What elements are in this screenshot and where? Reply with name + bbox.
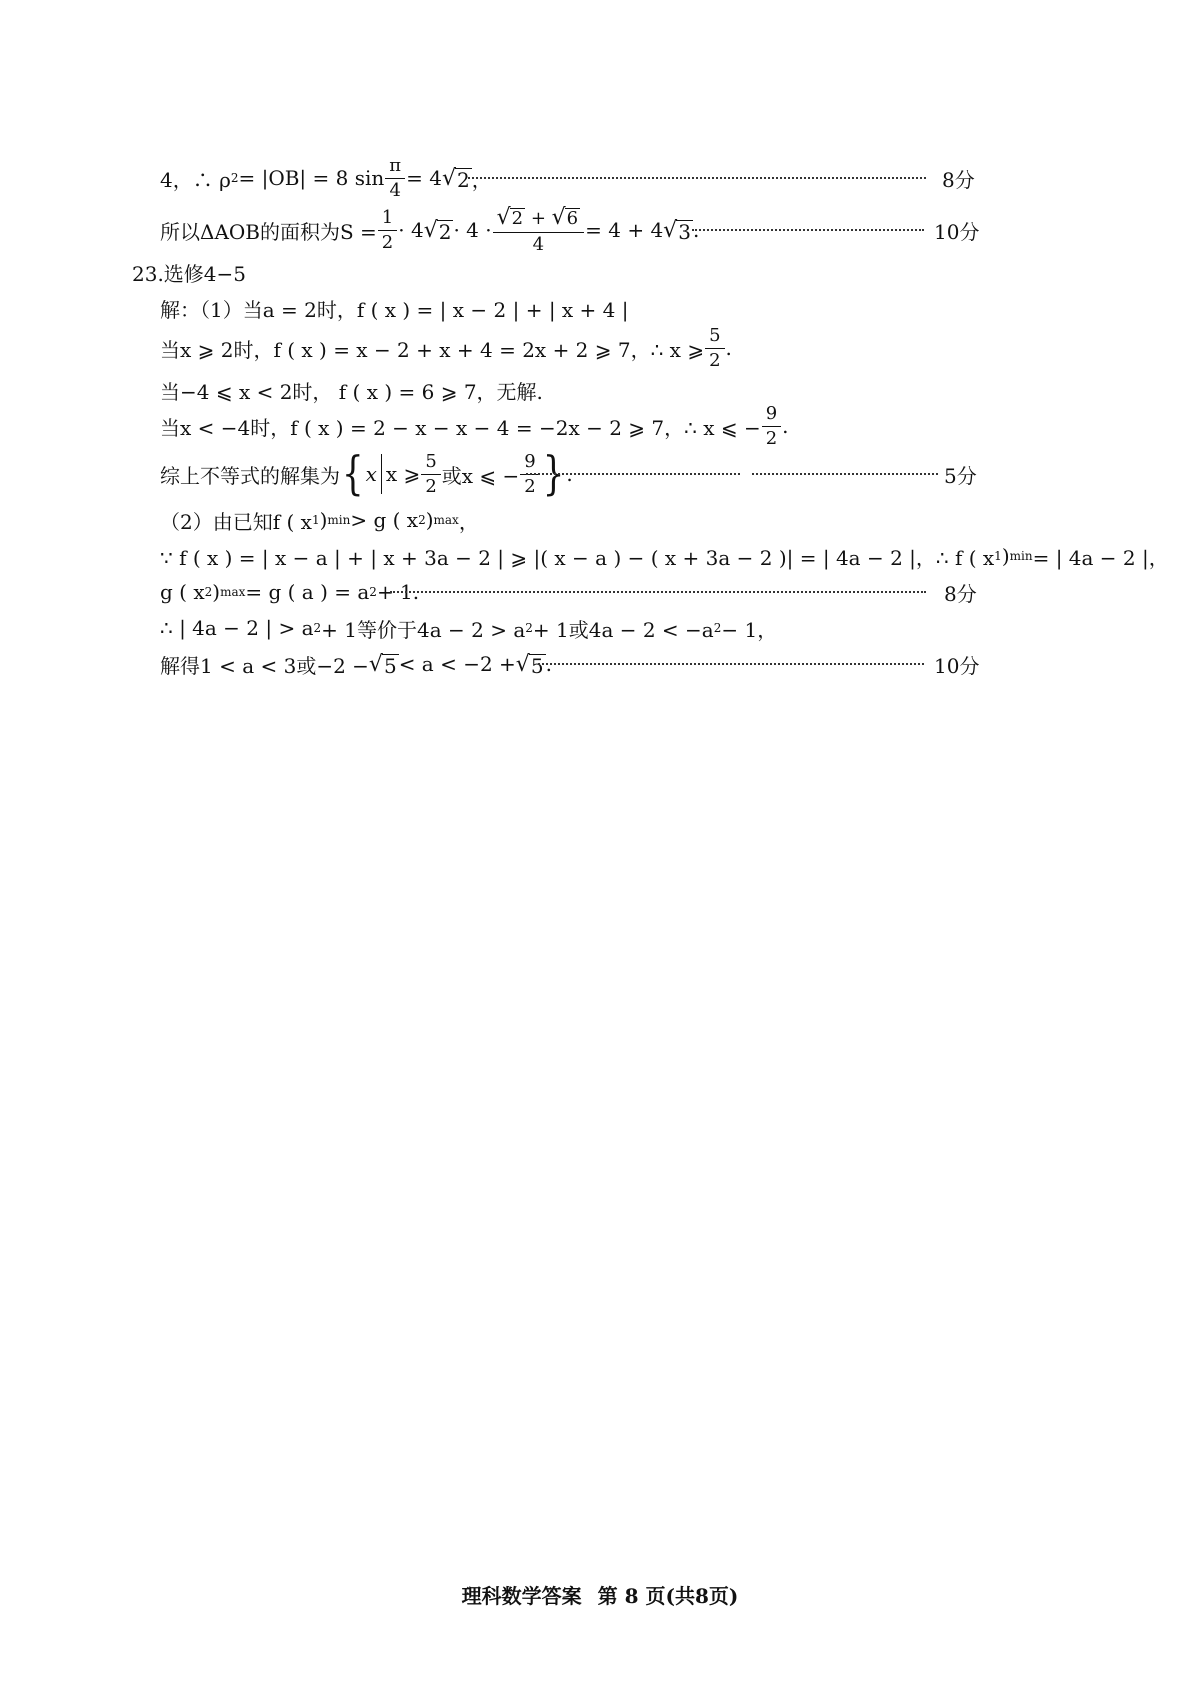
- line-text: 所以ΔAOB的面积为S =: [160, 219, 377, 244]
- line-text: x: [365, 462, 377, 486]
- line-text: 4，∴ ρ: [160, 167, 231, 192]
- dot-leader: [526, 473, 740, 475]
- line-text: = 4: [406, 166, 442, 190]
- line-text: .: [692, 218, 700, 242]
- line-text: · 4: [398, 218, 424, 242]
- fraction: $\frac{1}{2}$: [380, 209, 395, 252]
- dot-leader: [538, 663, 924, 665]
- subscript: 1: [994, 549, 1002, 563]
- subscript: min: [327, 513, 351, 527]
- sqrt-symbol: √ 2: [423, 217, 452, 244]
- subscript: 2: [204, 585, 213, 599]
- score-label: 5分: [944, 463, 977, 488]
- fraction: √ 2 + √ 6 4: [495, 207, 583, 254]
- dot-leader: [390, 591, 926, 593]
- line-text: x ⩾: [385, 462, 421, 486]
- fraction: $\frac{5}{2}$: [707, 327, 722, 370]
- line-text: g ( x: [160, 580, 205, 604]
- line-text: ): [1001, 544, 1010, 568]
- line-text: = |OB| = 8 sin: [238, 166, 385, 190]
- line-text: − 1，: [721, 617, 778, 642]
- line-text: ∴ | 4a − 2 | > a: [160, 616, 314, 640]
- sqrt-symbol: √ 2: [441, 165, 470, 192]
- solution-line-6: 当−4 ⩽ x < 2时， f ( x ) = 6 ⩾ 7，无解.: [160, 379, 543, 404]
- solution-line-9: [0, 500, 1200, 540]
- score-label: 8分: [944, 581, 977, 606]
- score-label: 10分: [934, 219, 980, 244]
- solution-line-4: 解：（1）当a = 2时，f ( x ) = | x − 2 | + | x + 4 |: [160, 297, 629, 322]
- line-text: ，: [458, 509, 479, 534]
- line-text: = g ( a ) = a: [245, 580, 370, 604]
- line-text: + 1或4a − 2 < −a: [532, 617, 714, 642]
- question-heading: 23.选修4−5: [132, 261, 247, 286]
- solution-line-11: [0, 572, 1200, 612]
- line-text: .: [782, 414, 789, 438]
- footer-title: 理科数学答案: [461, 1584, 582, 1608]
- subscript: max: [433, 513, 459, 527]
- line-text: ): [319, 508, 328, 532]
- fraction: $\frac{9}{2}$: [522, 453, 537, 496]
- subscript: 2: [418, 513, 426, 527]
- line-text: ): [425, 508, 434, 532]
- line-text: 综上不等式的解集为: [160, 463, 340, 488]
- line-text: ): [212, 580, 221, 604]
- solution-line-5: [0, 324, 1200, 371]
- superscript: 2: [369, 585, 377, 599]
- sqrt-symbol: √ 5: [515, 651, 544, 678]
- line-text: .: [566, 462, 573, 486]
- solution-line-1: [0, 154, 1200, 201]
- solution-line-13: [0, 644, 1200, 684]
- line-text: .: [725, 336, 732, 360]
- subscript: min: [1009, 549, 1033, 563]
- superscript: 2: [525, 621, 533, 635]
- line-text: + 1.: [376, 580, 420, 604]
- line-text: .: [545, 652, 552, 676]
- fraction: $\frac{9}{2}$: [764, 405, 779, 448]
- solution-line-7: [0, 402, 1200, 449]
- dot-leader: [752, 473, 938, 475]
- subscript: max: [220, 585, 246, 599]
- fraction: $\frac{\pi}{4}$: [387, 157, 403, 200]
- solution-line-12: [0, 608, 1200, 648]
- line-text: = 4 + 4: [585, 218, 664, 242]
- line-text: ∵ f ( x ) = | x − a | + | x + 3a − 2 | ⩾ |( x − a ) − ( x + 3a − 2 )| = | 4a − 2 |，∴ f ( x: [160, 545, 995, 570]
- dot-leader: [692, 229, 924, 231]
- line-text: 当x ⩾ 2时，f ( x ) = x − 2 + x + 4 = 2x + 2 ⩾ 7，∴ x ⩾: [160, 337, 705, 362]
- superscript: 2: [313, 621, 322, 635]
- line-text: 当x < −4时，f ( x ) = 2 − x − x − 4 = −2x − 2 ⩾ 7，∴ x ⩽ −: [160, 415, 761, 440]
- line-text: = | 4a − 2 |，: [1032, 545, 1169, 570]
- page-footer: [0, 1580, 1200, 1609]
- sqrt-symbol: √ 3: [663, 217, 691, 244]
- superscript: 2: [713, 621, 722, 635]
- solution-line-10: [0, 536, 1200, 576]
- solution-line-2: [0, 204, 1200, 255]
- line-text: （2）由已知f ( x: [160, 509, 312, 534]
- sqrt-symbol: √ 5: [368, 651, 397, 678]
- line-text: 解得1 < a < 3或−2 −: [160, 653, 369, 678]
- subscript: 1: [311, 513, 320, 527]
- solution-line-8: [0, 447, 1200, 501]
- subscript: 2: [230, 171, 239, 185]
- fraction: $\frac{5}{2}$: [423, 453, 438, 496]
- line-text: + 1等价于4a − 2 > a: [321, 617, 526, 642]
- left-brace: {: [342, 447, 364, 501]
- set-divider: [381, 454, 382, 494]
- line-text: 或x ⩽ −: [441, 463, 520, 488]
- footer-page-number: 第 8 页(共8页): [597, 1584, 739, 1608]
- line-text: ，: [471, 167, 492, 192]
- score-label: 8分: [942, 167, 975, 192]
- line-text: > g ( x: [350, 508, 419, 532]
- right-brace: }: [542, 447, 565, 501]
- score-label: 10分: [934, 653, 980, 678]
- dot-leader: [468, 177, 926, 179]
- line-text: · 4 ·: [453, 218, 492, 242]
- line-text: < a < −2 +: [398, 652, 516, 676]
